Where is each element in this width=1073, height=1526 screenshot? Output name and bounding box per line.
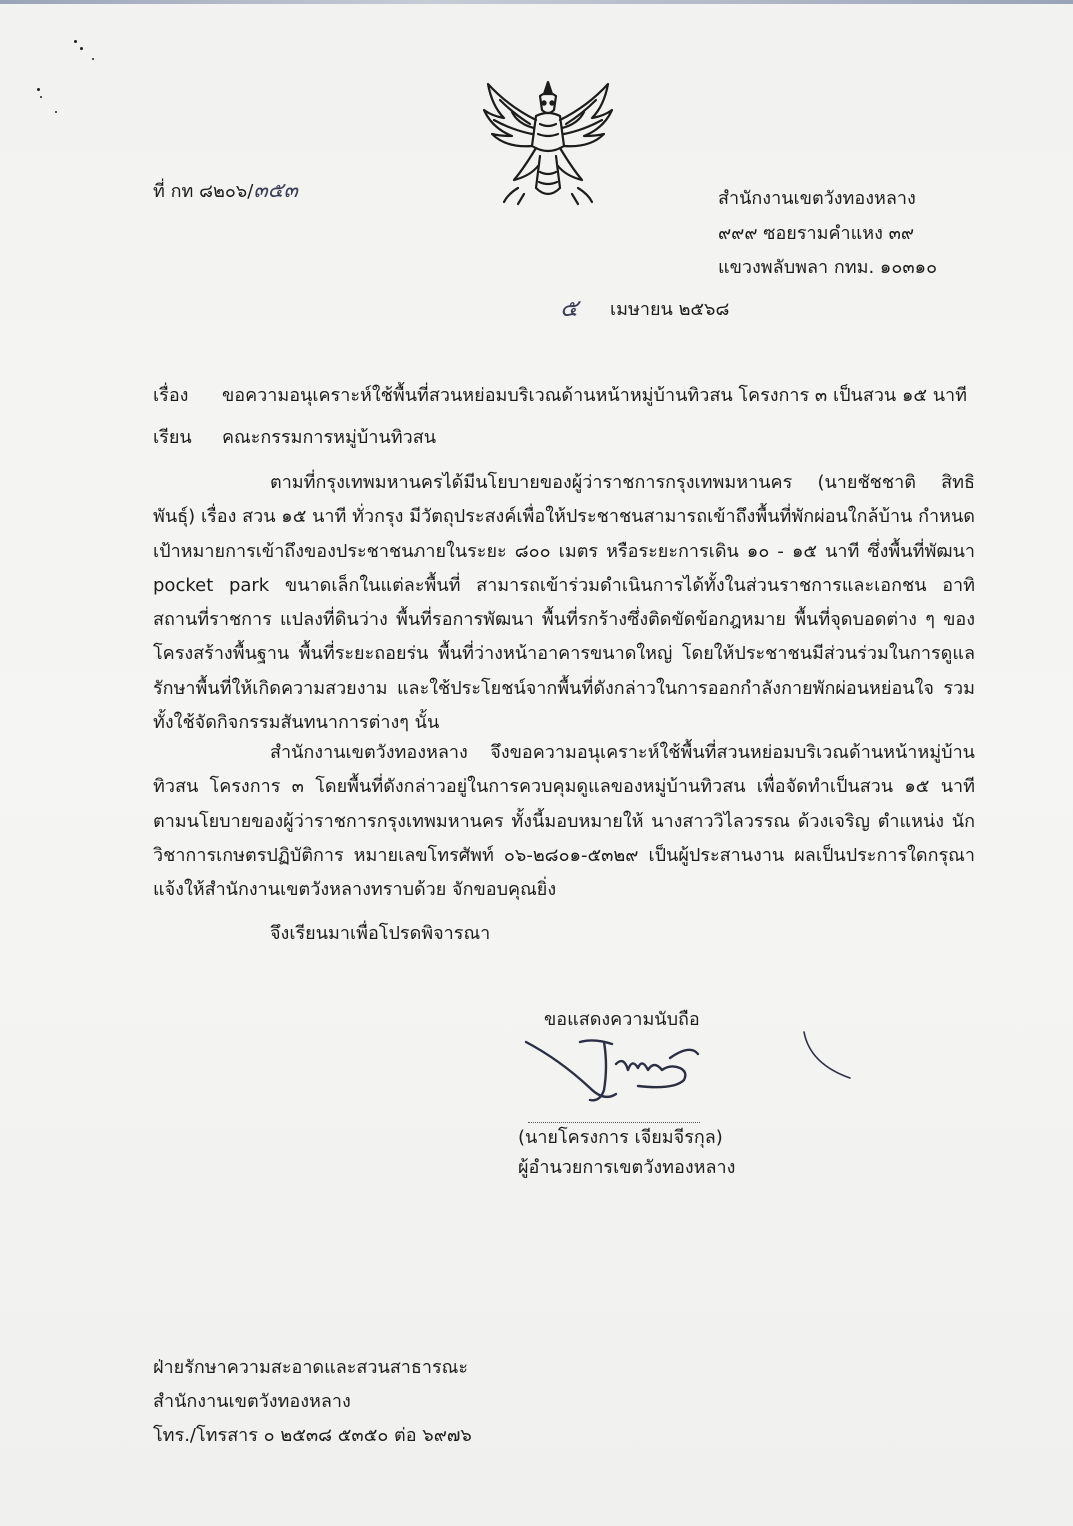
- office-street: ๙๙๙ ซอยรามคำแหง ๓๙: [718, 223, 915, 244]
- footer-division: ฝ่ายรักษาความสะอาดและสวนสาธารณะ: [153, 1357, 469, 1378]
- office-name: สำนักงานเขตวังทองหลาง: [718, 188, 916, 209]
- reference-prefix: ที่ กท ๘๒๐๖/: [153, 181, 254, 202]
- closing-request: จึงเรียนมาเพื่อโปรดพิจารณา: [270, 923, 491, 944]
- signature-line: [528, 1122, 700, 1123]
- reference-handwritten-number: ๓๕๓: [253, 178, 298, 202]
- subject-label: เรื่อง: [153, 385, 189, 406]
- body-paragraph-1: ตามที่กรุงเทพมหานครได้มีนโยบายของผู้ว่าราชการกรุงเทพมหานคร (นายชัชชาติ สิทธิพันธุ์) เรื่อง สวน ๑๕ นาที ทั่วกรุง มีวัตถุประสงค์เพื่อให้ประชาชนสามารถเข้าถึงพื้นที่พักผ่อนใกล้บ้าน กำหนดเป้าหมายการเข้าถึงของประชาชนภายในระยะ ๘๐๐ เมตร หรือระยะการเดิน ๑๐ - ๑๕ นาที ซึ่งพื้นที่พัฒนา pocket park ขนาดเล็กในแต่ละพื้นที่ สามารถเข้าร่วมดำเนินการได้ทั้งในส่วนราชการและเอกชน อาทิ สถานที่ราชการ แปลงที่ดินว่าง พื้นที่รอการพัฒนา พื้นที่รกร้างซึ่งติดขัดข้อกฎหมาย พื้นที่จุดบอดต่าง ๆ ของโครงสร้างพื้นฐาน พื้นที่ระยะถอยร่น พื้นที่ว่างหน้าอาคารขนาดใหญ่ โดยให้ประชาชนมีส่วนร่วมในการดูแลรักษาพื้นที่ให้เกิดความสวยงาม และใช้ประโยชน์จากพื้นที่ดังกล่าวในการออกกำลังกายพักผ่อนหย่อนใจ รวมทั้งใช้จัดกิจกรรมสันทนาการต่างๆ นั้น: [153, 472, 975, 734]
- subject-text: ขอความอนุเคราะห์ใช้พื้นที่สวนหย่อมบริเวณด้านหน้าหมู่บ้านทิวสน โครงการ ๓ เป็นสวน ๑๕ นาที: [222, 385, 968, 406]
- handwritten-signature: [520, 1030, 710, 1110]
- signer-position: ผู้อำนวยการเขตวังทองหลาง: [518, 1157, 736, 1178]
- garuda-emblem-icon: [478, 76, 618, 208]
- scan-edge: [0, 0, 1073, 4]
- date-month-year: เมษายน ๒๕๖๘: [610, 299, 730, 320]
- footer-office: สำนักงานเขตวังทองหลาง: [153, 1391, 351, 1412]
- office-district: แขวงพลับพลา กทม. ๑๐๓๑๐: [718, 257, 938, 278]
- date-day: ๕: [560, 294, 579, 322]
- closing-regards: ขอแสดงความนับถือ: [544, 1009, 700, 1030]
- pen-mark: [800, 1028, 854, 1082]
- reference-number: [153, 178, 298, 204]
- recipient-label: เรียน: [153, 427, 192, 448]
- footer-phone: โทร./โทรสาร ๐ ๒๕๓๘ ๕๓๕๐ ต่อ ๖๙๗๖: [153, 1425, 472, 1446]
- body-paragraph-2: สำนักงานเขตวังทองหลาง จึงขอความอนุเคราะห์ใช้พื้นที่สวนหย่อมบริเวณด้านหน้าหมู่บ้านทิวสน โครงการ ๓ โดยพื้นที่ดังกล่าวอยู่ในการควบคุมดูแลของหมู่บ้านทิวสน เพื่อจัดทำเป็นสวน ๑๕ นาที ตามนโยบายของผู้ว่าราชการกรุงเทพมหานคร ทั้งนี้มอบหมายให้ นางสาววิไลวรรณ ด้วงเจริญ ตำแหน่ง นักวิชาการเกษตรปฏิบัติการ หมายเลขโทรศัพท์ ๐๖-๒๘๐๑-๕๓๒๙ เป็นผู้ประสานงาน ผลเป็นประการใดกรุณาแจ้งให้สำนักงานเขตวังหลางทราบด้วย จักขอบคุณยิ่ง: [153, 742, 975, 901]
- signer-name: (นายโครงการ เจียมจีรกุล): [518, 1127, 723, 1148]
- recipient-text: คณะกรรมการหมู่บ้านทิวสน: [222, 427, 437, 448]
